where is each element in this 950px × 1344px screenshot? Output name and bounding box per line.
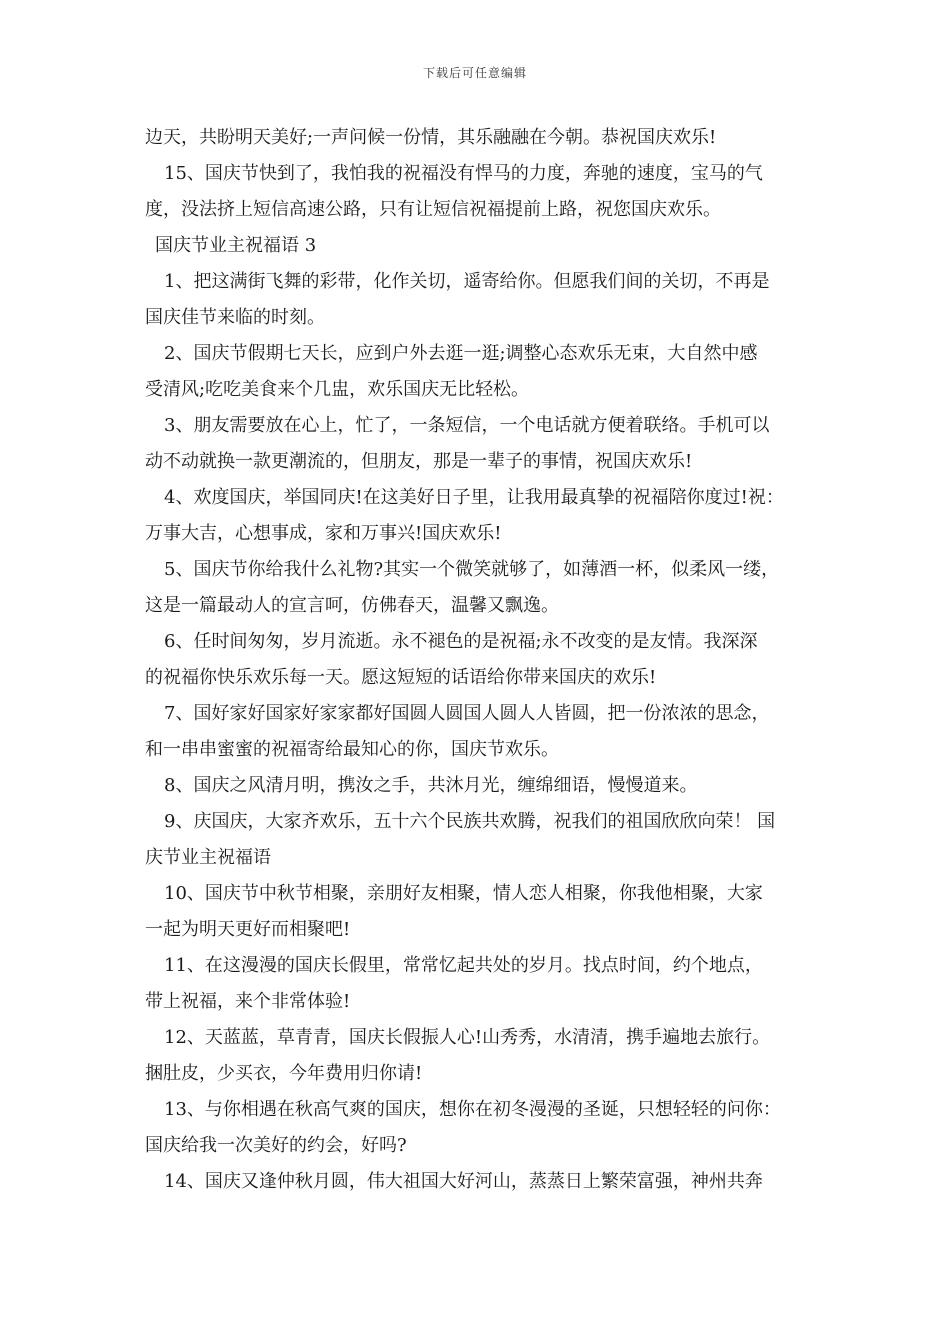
text-line: 边天，共盼明天美好;一声问候一份情，其乐融融在今朝。恭祝国庆欢乐! <box>145 127 717 148</box>
text-line: 庆节业主祝福语 <box>145 847 271 868</box>
text-line: 3、朋友需要放在心上，忙了，一条短信，一个电话就方便着联络。手机可以 <box>164 415 770 436</box>
text-line: 4、欢度国庆，举国同庆!在这美好日子里，让我用最真挚的祝福陪你度过!祝： <box>164 487 784 508</box>
text-line: 的祝福你快乐欢乐每一天。愿这短短的话语给你带来国庆的欢乐! <box>145 667 657 688</box>
text-line: 一起为明天更好而相聚吧! <box>145 919 351 940</box>
text-line: 12、天蓝蓝，草青青，国庆长假振人心!山秀秀，水清清，携手遍地去旅行。 <box>164 1027 771 1048</box>
text-line: 动不动就换一款更潮流的，但朋友，那是一辈子的事情，祝国庆欢乐! <box>145 451 693 472</box>
text-line: 国庆给我一次美好的约会，好吗? <box>145 1135 407 1156</box>
text-line: 1、把这满街飞舞的彩带，化作关切，遥寄给你。但愿我们间的关切，不再是 <box>164 271 770 292</box>
text-line: 15、国庆节快到了，我怕我的祝福没有悍马的力度，奔驰的速度，宝马的气 <box>164 163 763 184</box>
section-heading: 国庆节业主祝福语 3 <box>155 235 317 256</box>
text-line: 国庆佳节来临的时刻。 <box>145 307 325 328</box>
text-line: 13、与你相遇在秋高气爽的国庆，想你在初冬漫漫的圣诞，只想轻轻的问你： <box>164 1099 781 1120</box>
page-header: 下载后可任意编辑 <box>422 66 527 80</box>
text-line: 14、国庆又逢仲秋月圆，伟大祖国大好河山，蒸蒸日上繁荣富强，神州共奔 <box>164 1171 763 1192</box>
text-line: 9、庆国庆，大家齐欢乐，五十六个民族共欢腾，祝我们的祖国欣欣向荣！ 国 <box>164 811 776 832</box>
text-line: 7、国好家好国家好家家都好国圆人圆国人圆人人皆圆，把一份浓浓的思念， <box>164 703 770 724</box>
text-line: 这是一篇最动人的宣言呵，仿佛春天，温馨又飘逸。 <box>145 595 559 616</box>
text-line: 受清风;吃吃美食来个几盅，欢乐国庆无比轻松。 <box>145 379 530 400</box>
text-line: 2、国庆节假期七天长，应到户外去逛一逛;调整心态欢乐无束，大自然中感 <box>164 343 758 364</box>
text-line: 11、在这漫漫的国庆长假里，常常忆起共处的岁月。找点时间，约个地点， <box>164 955 763 976</box>
text-line: 8、国庆之风清月明，携汝之手，共沐月光，缠绵细语，慢慢道来。 <box>164 775 698 796</box>
document-body <box>145 120 810 1200</box>
text-line: 10、国庆节中秋节相聚，亲朋好友相聚，情人恋人相聚，你我他相聚，大家 <box>164 883 763 904</box>
text-line: 度，没法挤上短信高速公路，只有让短信祝福提前上路，祝您国庆欢乐。 <box>145 199 721 220</box>
text-line: 万事大吉，心想事成，家和万事兴!国庆欢乐! <box>145 523 502 544</box>
text-line: 和一串串蜜蜜的祝福寄给最知心的你，国庆节欢乐。 <box>145 739 559 760</box>
text-line: 5、国庆节你给我什么礼物?其实一个微笑就够了，如薄酒一杯，似柔风一缕， <box>164 559 780 580</box>
text-line: 带上祝福，来个非常体验! <box>145 991 351 1012</box>
text-line: 6、任时间匆匆，岁月流逝。永不褪色的是祝福;永不改变的是友情。我深深 <box>164 631 758 652</box>
text-line: 捆肚皮，少买衣，今年费用归你请! <box>145 1063 423 1084</box>
